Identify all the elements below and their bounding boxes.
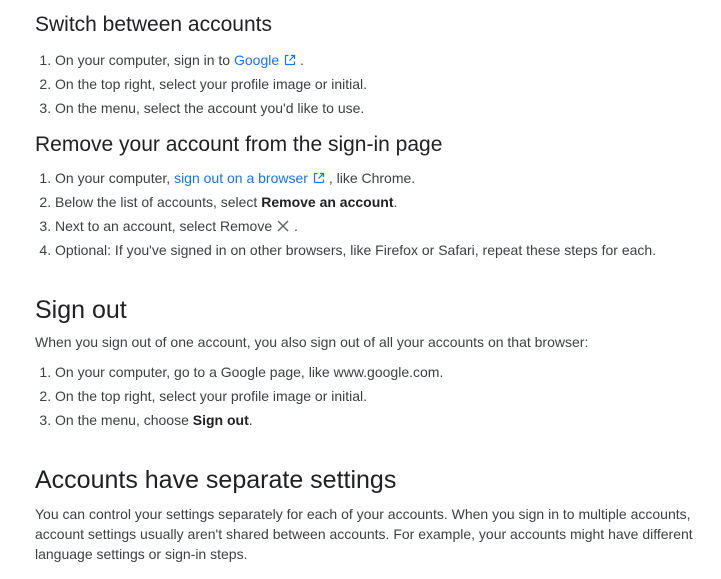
list-item xyxy=(55,408,705,432)
step-text: . xyxy=(300,52,304,68)
list-item: 2. On the top right, select your profile image or initial. xyxy=(55,72,705,96)
sign-out-intro: When you sign out of one account, you also sign out of all your accounts on that browser: xyxy=(35,334,589,350)
list-item xyxy=(55,166,705,190)
external-link-icon xyxy=(284,54,296,66)
separate-settings-paragraph: You can control your settings separately for each of your accounts. When you sign in to multiple accounts, account settings usually aren't shared between accounts. For example, your accounts might have different language settings or sign-in steps. xyxy=(35,506,693,562)
external-link-icon xyxy=(313,172,325,184)
sign-out-browser-link-label: sign out on a browser xyxy=(174,170,308,186)
section-title-sign-out: Sign out xyxy=(35,296,127,324)
list-item xyxy=(55,214,705,238)
step-text: Next to an account, select Remove xyxy=(55,218,273,234)
section-title-remove-account: Remove your account from the sign-in page xyxy=(35,133,443,156)
section-title-switch-accounts: Switch between accounts xyxy=(35,13,272,36)
switch-accounts-steps xyxy=(35,48,705,120)
step-text: , like Chrome. xyxy=(328,170,416,186)
step-text: . xyxy=(248,412,253,428)
list-item: 3. On the menu, select the account you'd like to use. xyxy=(55,96,705,120)
step-text: On the menu, choose xyxy=(55,412,193,428)
remove-an-account-label: Remove an account xyxy=(261,194,394,210)
list-item: 1. On your computer, go to a Google page, like www.google.com. xyxy=(55,360,705,384)
sign-out-label: Sign out xyxy=(192,412,249,428)
section-title-separate-settings: Accounts have separate settings xyxy=(35,466,397,494)
step-text: . xyxy=(294,218,298,234)
help-article xyxy=(35,0,705,564)
step-text: On your computer, xyxy=(55,170,175,186)
list-item xyxy=(55,190,705,214)
remove-account-steps xyxy=(35,166,705,262)
close-icon xyxy=(276,219,290,233)
google-link-label: Google xyxy=(233,52,280,68)
sign-out-browser-link[interactable] xyxy=(174,170,325,186)
list-item: 4. Optional: If you've signed in on other browsers, like Firefox or Safari, repeat these steps for each. xyxy=(55,238,705,262)
step-text: On your computer, sign in to xyxy=(55,52,234,68)
list-item: 2. On the top right, select your profile image or initial. xyxy=(55,384,705,408)
list-item xyxy=(55,48,705,72)
step-text: Below the list of accounts, select xyxy=(55,194,262,210)
sign-out-steps xyxy=(35,360,705,432)
step-text: . xyxy=(393,194,398,210)
google-link[interactable] xyxy=(234,52,296,68)
